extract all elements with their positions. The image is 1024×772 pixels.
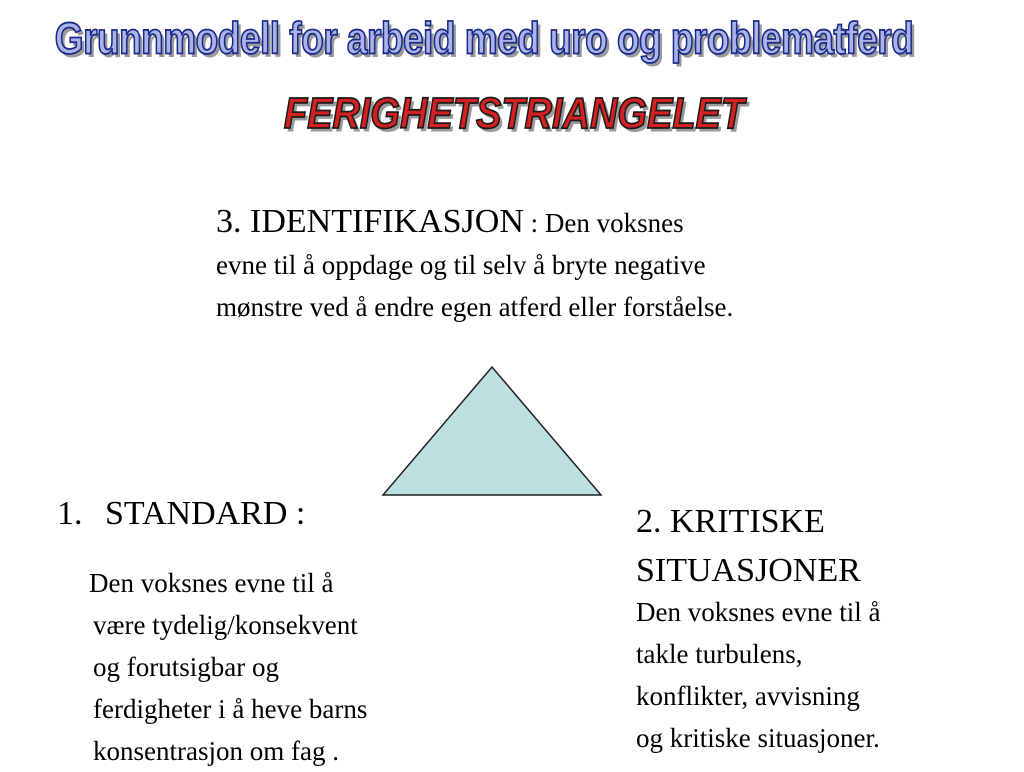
slide-title: Grunnmodell for arbeid med uro og problematferd <box>54 14 914 64</box>
identification-line: : Den voksnes <box>530 208 684 238</box>
standard-line: være tydelig/konsekvent <box>93 610 358 640</box>
standard-number: 1. <box>57 495 83 532</box>
triangle-shape <box>383 367 601 495</box>
standard-line: Den voksnes evne til å <box>89 568 334 598</box>
critical-heading-line: 2. KRITISKE <box>636 503 825 540</box>
standard-heading-row <box>57 490 477 538</box>
standard-line: ferdigheter i å heve barns <box>93 694 368 724</box>
critical-description <box>636 591 1016 759</box>
standard-heading: STANDARD : <box>105 495 306 532</box>
critical-line: Den voksnes evne til å <box>636 597 881 627</box>
critical-heading-line: SITUASJONER <box>636 552 861 589</box>
standard-description <box>57 562 477 772</box>
slide-subtitle: FERIGHETSTRIANGELET <box>283 90 745 139</box>
standard-line: konsentrasjon om fag . <box>93 736 339 766</box>
identification-heading: 3. IDENTIFIKASJON <box>216 203 524 240</box>
identification-line: mønstre ved å endre egen atferd eller forståelse. <box>216 292 734 322</box>
critical-line: konflikter, avvisning <box>636 681 860 711</box>
critical-line: takle turbulens, <box>636 639 803 669</box>
identification-block <box>216 201 896 328</box>
standard-block <box>57 490 477 772</box>
skills-triangle <box>380 365 604 497</box>
identification-line: evne til å oppdage og til selv å bryte negative <box>216 250 706 280</box>
standard-line: og forutsigbar og <box>93 652 279 682</box>
identification-first-line <box>216 201 896 244</box>
critical-heading <box>636 497 1016 595</box>
critical-line: og kritiske situasjoner. <box>636 723 880 753</box>
critical-block <box>636 497 1016 759</box>
